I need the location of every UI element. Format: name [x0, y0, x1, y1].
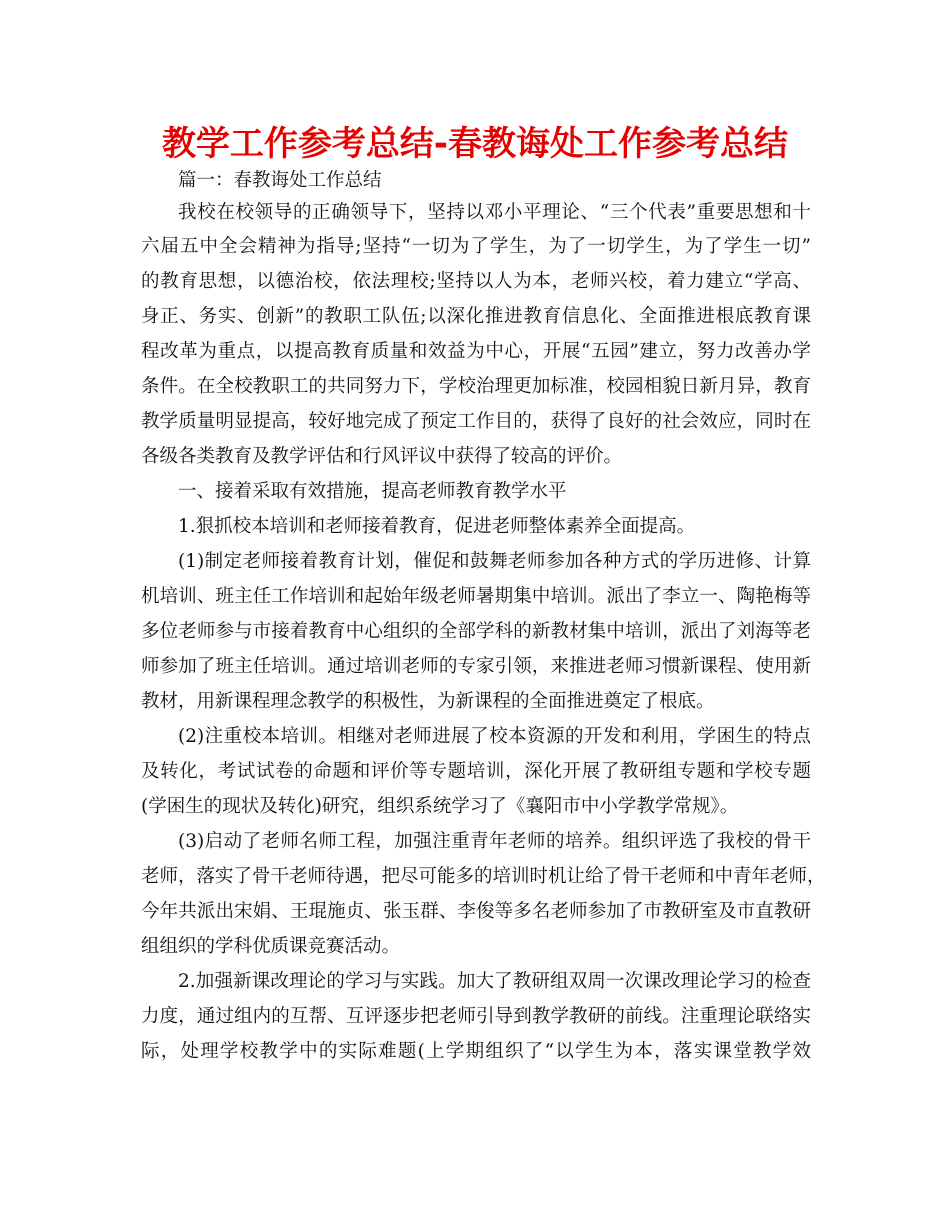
- paragraph-line: 我校在校领导的正确领导下，坚持以邓小平理论、“三个代表”重要思想和十: [178, 202, 811, 223]
- paragraph-line: 今年共派出宋娟、王琨施贞、张玉群、李俊等多名老师参加了市教研室及市直教研: [141, 901, 811, 922]
- paragraph-line: 及转化，考试试卷的命题和评价等专题培训，深化开展了教研组专题和学校专题: [141, 761, 811, 782]
- paragraph-line: 各级各类教育及教学评估和行风评议中获得了较高的评价。: [141, 446, 623, 467]
- paragraph-line: 机培训、班主任工作培训和起始年级老师暑期集中培训。派出了李立一、陶艳梅等: [141, 586, 811, 607]
- paragraph-line: 际，处理学校教学中的实际难题(上学期组织了“以学生为本，落实课堂教学效: [141, 1041, 811, 1062]
- paragraph-line: 师参加了班主任培训。通过培训老师的专家引领，来推进老师习惯新课程、使用新: [141, 656, 811, 677]
- subsection-heading: 1.狠抓校本培训和老师接着教育，促进老师整体素养全面提高。: [178, 516, 696, 537]
- paragraph-line: 老师，落实了骨干老师待遇，把尽可能多的培训时机让给了骨干老师和中青年老师，: [141, 866, 826, 887]
- paragraph-line: 身正、务实、创新”的教职工队伍;以深化推进教育信息化、全面推进根底教育课: [141, 306, 811, 327]
- paragraph-line: 六届五中全会精神为指导;坚持“一切为了学生，为了一切学生，为了学生一切”: [141, 236, 811, 257]
- paragraph-line: 条件。在全校教职工的共同努力下，学校治理更加标准，校园相貌日新月异，教育: [141, 376, 811, 397]
- paragraph-line: 组组织的学科优质课竞赛活动。: [141, 936, 401, 957]
- paragraph-line: (1)制定老师接着教育计划，催促和鼓舞老师参加各种方式的学历进修、计算: [178, 551, 811, 572]
- paragraph-line: (学困生的现状及转化)研究，组织系统学习了《襄阳市中小学教学常规》。: [141, 796, 739, 817]
- paragraph-line: 2.加强新课改理论的学习与实践。加大了教研组双周一次课改理论学习的检查: [178, 971, 811, 992]
- section-heading: 一、接着采取有效措施，提高老师教育教学水平: [178, 481, 567, 502]
- paragraph-line: (3)启动了老师名师工程，加强注重青年老师的培养。组织评选了我校的骨干: [178, 831, 811, 852]
- paragraph-line: 的教育思想，以德治校，依法理校;坚持以人为本，老师兴校，着力建立“学高、: [141, 271, 811, 292]
- paragraph-line: 力度，通过组内的互帮、互评逐步把老师引导到教学教研的前线。注重理论联络实: [141, 1006, 811, 1027]
- section-heading: 篇一：春教诲处工作总结: [178, 170, 382, 191]
- paragraph-line: 教材，用新课程理念教学的积极性，为新课程的全面推进奠定了根底。: [141, 691, 715, 712]
- paragraph-line: 程改革为重点，以提高教育质量和效益为中心，开展“五园”建立，努力改善办学: [141, 341, 811, 362]
- paragraph-line: 教学质量明显提高，较好地完成了预定工作目的，获得了良好的社会效应，同时在: [141, 411, 811, 432]
- document-title: 教学工作参考总结-春教诲处工作参考总结: [161, 124, 789, 164]
- paragraph-line: (2)注重校本培训。相继对老师进展了校本资源的开发和利用，学困生的特点: [178, 726, 811, 747]
- paragraph-line: 多位老师参与市接着教育中心组织的全部学科的新教材集中培训，派出了刘海等老: [141, 621, 811, 642]
